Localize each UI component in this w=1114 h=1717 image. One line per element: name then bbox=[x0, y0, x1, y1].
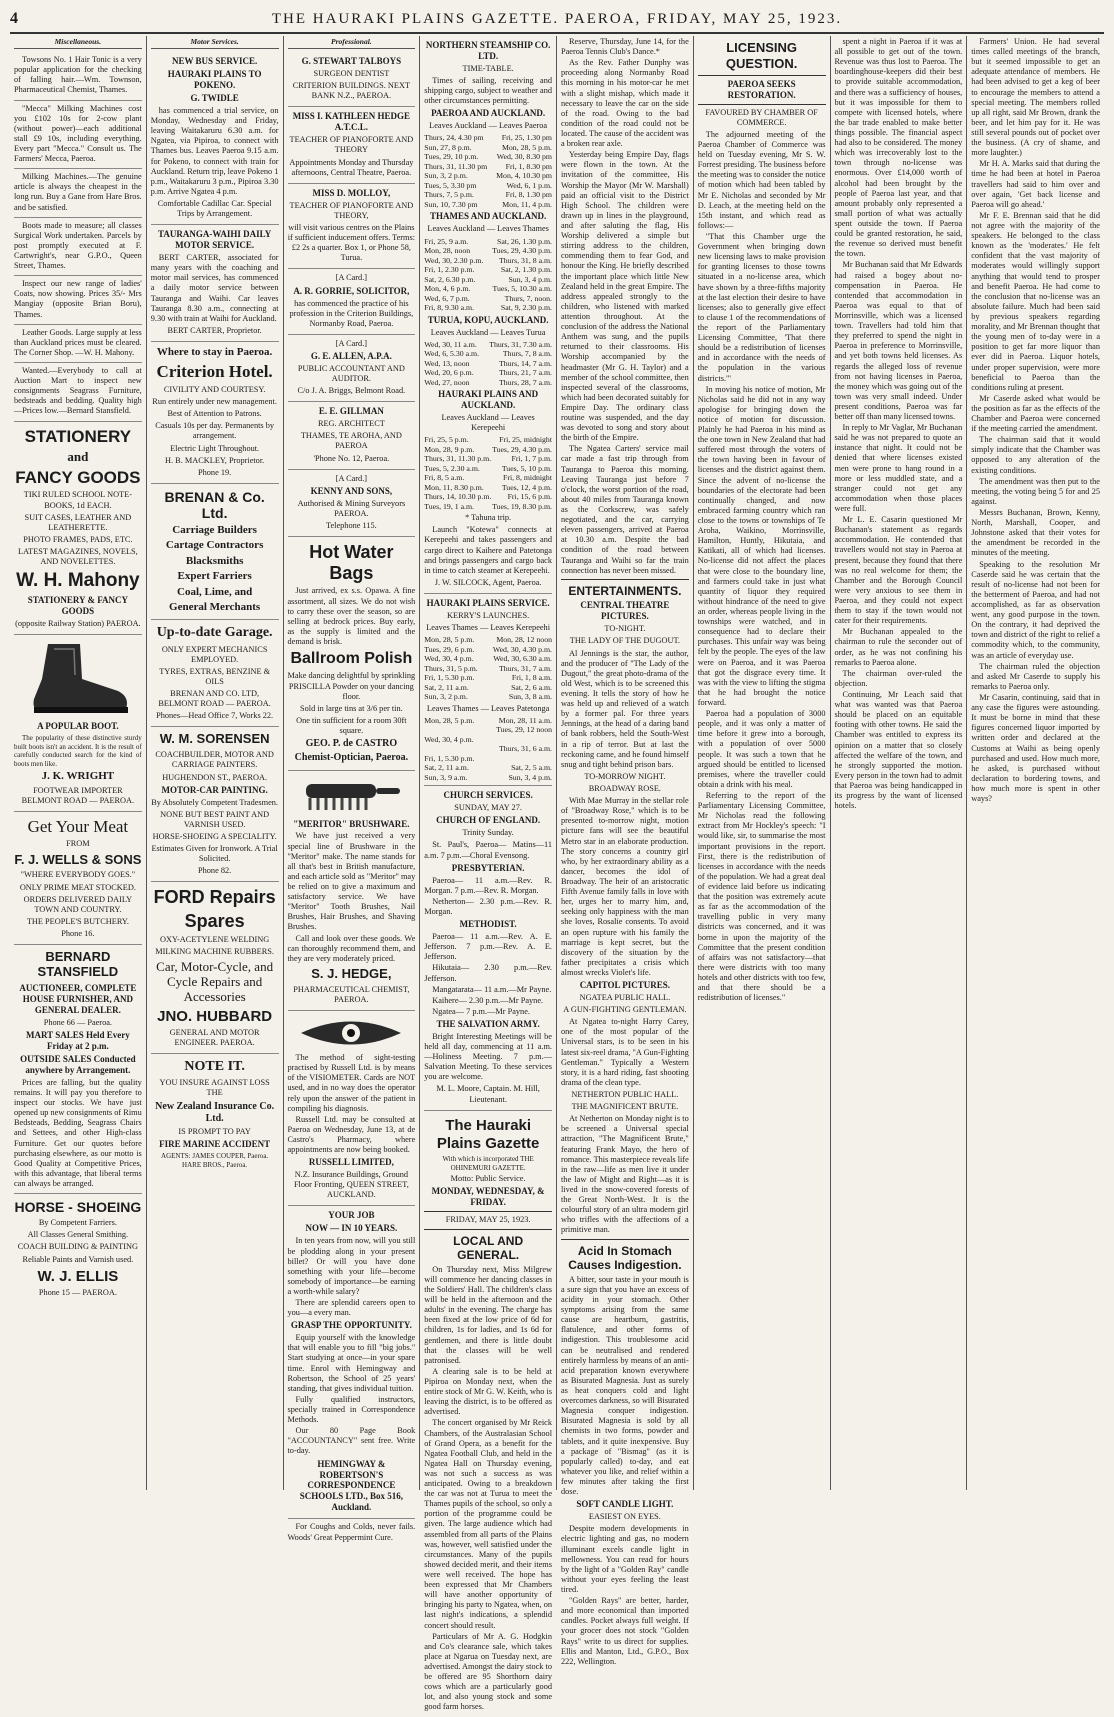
timetable-cell: Sat, 2, 6.30 p.m. bbox=[424, 274, 476, 284]
timetable-cell: Wed, 20, 6 p.m. bbox=[424, 368, 474, 378]
timetable-cell: Sun, 3, 4 p.m. bbox=[508, 274, 552, 284]
timetable-row bbox=[424, 181, 552, 191]
timetable-row bbox=[424, 284, 552, 294]
timetable-cell: Sun, 3, 4 p.m. bbox=[508, 772, 552, 782]
timetable-rows bbox=[424, 340, 552, 388]
timetable-row bbox=[424, 171, 552, 181]
timetable-cell: Mon, 28, 11 a.m. bbox=[498, 715, 552, 725]
timetable-row bbox=[424, 664, 552, 674]
timetable-row bbox=[424, 754, 552, 764]
horseshoeing-ad: HORSE - SHOEING By Competent Farriers. All Classes General Smithing. COACH BUILDING & PAINTING Reliable Paints and Varnish used. W. J. ELLIS Phone 15 — PAEROA. bbox=[14, 1199, 142, 1297]
eyesight-ad: The method of sight-testing practised by Russell Ltd. is by means of the VISIOMETER. Cards are NOT used, and in no way does the operator rely upon the answer of the patient in compiling his diagnosis. Russell Ltd. may be consulted at Paeroa on Wednesday, June 13, at de Castro's Pharmacy, where appointments are now being booked. RUSSELL LIMITED, N.Z. Insurance Buildings, Ground Floor Fronting, QUEEN STREET, AUCKLAND. bbox=[288, 1011, 416, 1206]
timetable-cell: Wed, 30, 4 p.m. bbox=[424, 654, 474, 664]
timetable-cell: Mon, 11, 4 p.m. bbox=[502, 199, 552, 209]
timetable-cell: Fri, 25, 5 p.m. bbox=[424, 435, 469, 445]
column-heading: Miscellaneous. bbox=[14, 36, 142, 49]
timetable-row bbox=[424, 190, 552, 200]
timetable-cell: Mon, 28, 5 p.m. bbox=[424, 715, 475, 725]
timetable-cell: Mon, 28, 5 p.m. bbox=[501, 142, 552, 152]
timetable-cell: Fri, 1, 7 p.m. bbox=[511, 454, 552, 464]
timetable-row bbox=[424, 162, 552, 172]
timetable-row bbox=[424, 454, 552, 464]
timetable-row bbox=[424, 773, 552, 783]
stationery-ad: STATIONERY and FANCY GOODS TIKI RULED SCHOOL NOTE-BOOKS, 1d EACH. SUIT CASES, LEATHER AND LEATHERETTE. PHOTO FRAMES, PADS, ETC. LATEST MAGAZINES, NOVELS, AND NOVELETTES. W. H. Mahony STATIONERY & FANCY GOODS (opposite Railway Station) PAEROA. bbox=[14, 422, 142, 636]
timetable-row bbox=[424, 445, 552, 455]
timetable-cell: Sun, 10, 7.30 pm bbox=[424, 199, 478, 209]
timetable-row bbox=[424, 256, 552, 266]
timetable-cell: Mon, 4, 6 p.m. bbox=[424, 284, 471, 294]
section-heading: Acid In Stomach Causes Indigestion. bbox=[568, 1243, 682, 1273]
timetable-row bbox=[424, 735, 552, 745]
timetable-cell: Sat, 2, 1.30 p.m. bbox=[500, 265, 552, 275]
classified-ad: Wanted.—Everybody to call at Auction Mart to inspect new consignments Seagrass Furniture, bedsteads and bedding. Quality high—Prices low.—Bernard Stansfield. bbox=[14, 365, 142, 416]
classified-ad: Leather Goods. Large supply at less than Auckland prices must be cleared. The Corner Shop. —W. H. Mahony. bbox=[14, 327, 142, 357]
timetable-cell: Fri, 8, 1.30 pm bbox=[505, 190, 552, 200]
brushware-ad: "MERITOR" BRUSHWARE. We have just received a very special line of Brushware in the "Meritor" make. The name stands for all that's best in British manufacture, and each article sold as "Meritor" may be relied on to give a maximum and satisfactory service. We have "Meritor" Tooth Brushes, Nail Brushes, Hair Brushes, and Shaving Brushes. Call and look over these goods. We can thoroughly recommend them, and they are very moderately priced. S. J. HEDGE, PHARMACEUTICAL CHEMIST, PAEROA. bbox=[288, 771, 416, 1012]
timetable-row bbox=[424, 763, 552, 773]
classified-ad: Boots made to measure; all classes Surgical Work undertaken. Parcels by post promptly executed at F. Cartwright's, near G.P.O., Queen Street, Thames. bbox=[14, 220, 142, 271]
timetable-cell: Sat, 9, 2.30 p.m. bbox=[500, 303, 552, 313]
insurance-ad: NOTE IT. YOU INSURE AGAINST LOSS THE New Zealand Insurance Co. Ltd. IS PROMPT TO PAY FIRE MARINE ACCIDENT AGENTS: JAMES COUPER, Paeroa. HARE BROS., Paeroa. bbox=[155, 1059, 275, 1169]
butcher-ad: Get Your Meat FROM F. J. WELLS & SONS "WHERE EVERYBODY GOES." ONLY PRIME MEAT STOCKED. ORDERS DELIVERED DAILY TOWN AND COUNTRY. THE PEOPLE'S BUTCHERY. Phone 16. bbox=[14, 812, 142, 945]
timetable-cell: Sun, 3, 2 p.m. bbox=[424, 171, 468, 181]
timetable-row bbox=[424, 744, 552, 754]
timetable-row bbox=[424, 635, 552, 645]
timetable-cell: Thurs, 24, 4.30 pm bbox=[424, 133, 484, 143]
timetable-row bbox=[424, 673, 552, 683]
ford-repairs-ad: FORD Repairs Spares OXY-ACETYLENE WELDING MILKING MACHINE RUBBERS. Car, Motor-Cycle, and Cycle Repairs and Accessories JNO. HUBBARD GENERAL AND MOTOR ENGINEER. PAEROA. bbox=[151, 882, 279, 1054]
timetable-row bbox=[424, 237, 552, 247]
timetable-cell: Thurs, 31, 7 a.m. bbox=[498, 663, 552, 673]
launch-timetable: HAURAKI PLAINS SERVICE. KERRY'S LAUNCHES. Leaves Thames — Leaves Kerepeehi Mon, 28, 5 p.m. Mon, 28, 12 noon Tues, 29, 6 p.m. Wed, 30, 4.30 p.m. Wed, 30, 4 p.m. Wed, 30, 6.30 a.m. Thurs, 31, 5 p.m. Thurs, 31, 7 a.m. Fri, 1, 5.30 p.m. Fri, 1, 8 a.m. Sat, 2, 11 a.m. Sat, 2, 6 a.m. Sun, 3, 2 p.m. Sun, 3, 8 a.m. Leaves Thames — Leaves Patetonga Mon, 28, 5 p.m. Mon, 28, 11 a.m. Tues, 29, 12 noon Wed, 30, 4 p.m. Thurs, 31, 6 a.m. Fri, 1, 5.30 p.m. Sat, 2, 11 a.m. Sat, 2, 5 a.m. Sun, 3, 9 a.m. Sun, 3, 4 p.m. bbox=[424, 594, 552, 786]
timetable-cell: Thurs, 7, 8 a.m. bbox=[502, 349, 552, 359]
timetable-cell: Thurs, 31, 7.30 a.m. bbox=[489, 339, 552, 349]
timetable-row bbox=[424, 265, 552, 275]
eye-illustration bbox=[296, 1016, 406, 1050]
timetable-row bbox=[424, 200, 552, 210]
timetable-cell: Fri, 8, 9.30 a.m. bbox=[424, 303, 475, 313]
steamship-timetable: NORTHERN STEAMSHIP CO. LTD. TIME-TABLE. Times of sailing, receiving and shipping cargo, subject to weather and other circumstances permitting. PAEROA AND AUCKLAND. Leaves Auckland — Leaves Paeroa Thurs, 24, 4.30 pm Fri, 25, 1.30 pm Sun, 27, 8 p.m. Mon, 28, 5 p.m. Tues, 29, 10 p.m. Wed, 30, 8.30 pm Thurs, 31, 11.30 pm Fri, 1, 8.30 pm Sun, 3, 2 p.m. Mon, 4, 10.30 pm Tues, 5, 3.30 pm Wed, 6, 1 p.m. Thurs, 7, 5 p.m. Fri, 8, 1.30 pm Sun, 10, 7.30 pm Mon, 11, 4 p.m. THAMES AND AUCKLAND. Leaves Auckland — Leaves Thames Fri, 25, 9 a.m. Sat, 26, 1.30 p.m. Mon, 28, noon Tues, 29, 4.30 p.m. Wed, 30, 2.30 p.m. Thurs, 31, 8 a.m. Fri, 1, 2.30 p.m. Sat, 2, 1.30 p.m. Sat, 2, 6.30 p.m. Sun, 3, 4 p.m. Mon, 4, 6 p.m. Tues, 5, 10.30 a.m. Wed, 6, 7 p.m. Thurs, 7, noon. Fri, 8, 9.30 a.m. Sat, 9, 2.30 p.m. TURUA, KOPU, AUCKLAND. Leaves Auckland — Leaves Turua Wed, 30, 11 a.m. Thurs, 31, 7.30 a.m. Wed, 6, 5.30 a.m. Thurs, 7, 8 a.m. Wed, 13, noon Thurs, 14, 7 a.m. Wed, 20, 6 p.m. Thurs, 21, 7 a.m. Wed, 27, noon Thurs, 28, 7 a.m. HAURAKI PLAINS AND AUCKLAND. Leaves Auckland — Leaves Kerepeehi Fri, 25, 5 p.m. Fri, 25, midnight Mon, 28, 9 p.m. Tues, 29, 4.30 p.m. Thurs, 31, 11.30 p.m. Fri, 1, 7 p.m. Tues, 5, 2.30 a.m. Tues, 5, 10 p.m. Fri, 8, 5 a.m. Fri, 8, midnight Mon, 11, 8.30 p.m. Tues, 12, 4 p.m. Thurs, 14, 10.30 p.m. Fri, 15, 6 p.m. Tues, 19, 1 a.m. Tues, 19, 8.30 p.m. * Tahuna trip. Launch "Kotewa" connects at Kerepeehi and takes passengers and cargo direct to Kaihere and Patetonga and brings passengers and cargo back in time to catch steamer at Kerepeehi. J. W. SILCOCK, Agent, Paeroa. bbox=[424, 36, 552, 594]
timetable-cell: Wed, 6, 5.30 a.m. bbox=[424, 349, 480, 359]
timetable-cell: Wed, 6, 1 p.m. bbox=[506, 180, 552, 190]
timetable-cell: Fri, 1, 8.30 pm bbox=[505, 161, 552, 171]
section-heading: LOCAL AND GENERAL. bbox=[453, 1233, 524, 1263]
timetable-cell: Wed, 30, 6.30 a.m. bbox=[493, 654, 552, 664]
timetable-cell: Thurs, 31, 8 a.m. bbox=[498, 255, 552, 265]
timetable-row bbox=[424, 725, 552, 735]
timetable-row bbox=[424, 683, 552, 693]
advertiser-name: W. H. Mahony bbox=[16, 570, 140, 592]
timetable-row bbox=[424, 716, 552, 726]
timetable-cell: Sat, 2, 11 a.m. bbox=[424, 763, 469, 773]
timetable-cell: Thurs, 28, 7 a.m. bbox=[498, 377, 552, 387]
timetable-cell: Thurs, 31, 11.30 pm bbox=[424, 161, 488, 171]
auctioneer-ad: BERNARD STANSFIELD AUCTIONEER, COMPLETE HOUSE FURNISHER, AND GENERAL DEALER. Phone 66 — Paeroa. MART SALES Held Every Friday at 2 p.m. OUTSIDE SALES Conducted anywhere by Arrangement. Prices are falling, but the quality remains. It will pay you therefore to inspect our stocks. We have just opened up new consignments of Rimu Bedsteads, Bedding, Seagrass Chairs and Settees, and other High-class Furniture. Get our quotes before purchasing elsewhere, as our motto is Good Quality at Competitive Prices, with this advantage, that liberal terms can always be arranged. bbox=[14, 945, 142, 1194]
timetable-cell: Sun, 27, 8 p.m. bbox=[424, 142, 472, 152]
timetable-row bbox=[424, 483, 552, 493]
timetable-cell: Thurs, 7, noon. bbox=[504, 293, 552, 303]
timetable-cell: Mon, 28, 9 p.m. bbox=[424, 444, 475, 454]
column-1-miscellaneous bbox=[10, 36, 147, 1490]
column-2-motor-services bbox=[147, 36, 284, 1490]
timetable-cell: Sun, 3, 2 p.m. bbox=[424, 692, 468, 702]
tauranga-waihi-ad: TAURANGA-WAIHI DAILY MOTOR SERVICE. BERT CARTER, associated for many years with the coaching and motor mail services, has commenced a daily motor service between Tauranga and Waihi. Car leaves Tauranga 8.30 a.m., connecting at 9.30 with train at Waihi for Auckland. BERT CARTER, Proprietor. bbox=[151, 225, 279, 342]
timetable-cell: Tues, 12, 4 p.m. bbox=[501, 482, 552, 492]
timetable-row bbox=[424, 340, 552, 350]
timetable-cell: Thurs, 14, 7 a.m. bbox=[498, 358, 552, 368]
timetable-rows bbox=[424, 435, 552, 511]
classified-ad: Towsons No. 1 Hair Tonic is a very popular application for the checking of falling hair.—Wm. Townson, Pharmaceutical Chemist, Thames. bbox=[14, 55, 142, 95]
timetable-row bbox=[424, 654, 552, 664]
timetable-cell: Mon, 11, 8.30 p.m. bbox=[424, 482, 484, 492]
column-5-news: Reserve, Thursday, June 14, for the Paeroa Tennis Club's Dance.* As the Rev. Father Dunphy was proceeding along Normanby Road this morning in his motor-car he met with a slight mishap, which made it necessary to leave the car on the side of the road. Owing to the bad condition of the road could not be located. The cause of the accident was a broken rear axle. Yesterday being Empire Day, flags were flown in the town. At the invitation of the committee, His Worship the Mayor (Mr W. Marshall) paid an official visit to the District High School. The children were drawn up in lines in the playground, and after saluting the flag, His Worship delivered a simple but stirring address to the children, commending them to fear God, and honour the King. He briefly described the important place which little New Zealand held in the great Empire. The address appealed strongly to the children, who listened with marked attention throughout. At the conclusion of the address the National Anthem was sung, and the pupils returned to their classrooms. His Worship accompanied by the headmaster (Mr G. H. Taylor) and a member of the school committee, then inspected several of the classrooms, which had been decorated suitably for Empire Day. The ordinary class routine was suspended, and the day was devoted to song and story about the birth of the Empire. The Ngatea Carters' service mail car made a fast trip through from Tauranga to Paeroa this morning. Leaving Tauranga just before 7 o'clock, the worst portion of the road, about 40 miles from Tauranga known as the Corkscrew, was safely negotiated, and the car, carrying eleven passengers, arrived at Paeroa at 10.30 a.m. Despite the bad condition of the road between Tauranga and Waihi so far the train connection has never been missed. ENTERTAINMENTS. CENTRAL THEATRE PICTURES. TO-NIGHT. THE LADY OF THE DUGOUT. Al Jennings is the star, the author, and the producer of "The Lady of the Dugout," the great photo-drama of the old West, which is to be screened this evening. It tells the story of how he was held up and relieved of a watch by a former pal. For three years Jennings, at the head of a daring band of bank robbers, held the South-West in a rip of terror. But at last the reckoning came, and he found himself snug and tight behind prison bars. TO-MORROW NIGHT. BROADWAY ROSE. With Mae Murray in the stellar role of "Broadway Rose," which is to be presented to-morrow night, motion picture fans will see the beautiful Metro star in an elaborate production. The story concerns a country girl who, by her extraordinary ability as a dancer, becomes the idol of Broadway. The heir of an aristocratic Fifth Avenue family falls in love with her, urges her to marry him, and, seeking only happiness with the man she loves, Rosalie consents. To avoid an open rupture with his family the marriage is kept secret, but the discovery of the situation by the father precipitates a crisis which almost wrecks Violet's life. CAPITOL PICTURES. NGATEA PUBLIC HALL. A GUN-FIGHTING GENTLEMAN. At Ngatea to-night Harry Carey, one of the most popular of the Universal stars, is to be seen in his latest six-reel drama, "A Gun-Fighting Gentleman." Typically a Western story, it is a hard riding, fast shooting drama of the clean type. NETHERTON PUBLIC HALL. THE MAGNIFICENT BRUTE. At Netherton on Monday night is to be screened a Universal special attraction, "The Magnificent Brute," featuring Frank Mayo, the hero of romance. This masterpiece reveals life in the raw—life as men live it under the law of Might and Right—as it is lived in the snow-covered forests of the Great North-West. It is the colourful story of an ultra modern girl who trifles with the affections of a primitive man. Acid In Stomach Causes Indigestion. A bitter, sour taste in your mouth is a sure sign that you have an excess of acidity in your stomach. Other symptoms arising from the same cause are heartburn, gastritis, flatulence, and other forms of indigestion. This troublesome acid can be neutralised and rendered entirely harmless by means of an anti-acid preparation known everywhere as Bisurated Magnesia. Just as surely as heat conquers cold and light overcomes darkness, so will Bisurated Magnesia conquer indigestion. Bisurated Magnesia is sold by all chemists in two forms, powder and tablets, and it quite inexpensive. Buy a package of "Bismag" (as it is popularly called) to-day, and eat whatever you like, and relief within a few minutes after taking the first dose. SOFT CANDLE LIGHT. EASIEST ON EYES. Despite modern developments in electric lighting and gas, no modern illuminant excels candle light in mellowness. You can read for hours by the light of a "Golden Ray" candle without your eyes feeling the least tired. "Golden Rays" are better, harder, and more economical than imported candles. Pocket always full weight. If your grocer does not stock "Golden Rays" write to us direct for supplies. Ellis and Manton, Ltd., G.P.O., Box 222, Wellington. bbox=[557, 36, 694, 1490]
timetable-cell: Thurs, 31, 11.30 p.m. bbox=[424, 454, 492, 464]
classified-ad: Milking Machines.—The genuine article is always the cheapest in the long run. Buy a Gane from Hare Bros. and be satisfied. bbox=[14, 172, 142, 212]
timetable-cell: Fri, 8, 5 a.m. bbox=[424, 473, 465, 483]
timetable-cell: Mon, 28, noon bbox=[424, 246, 471, 256]
timetable-row bbox=[424, 368, 552, 378]
timetable-row bbox=[424, 502, 552, 512]
timetable-row bbox=[424, 645, 552, 655]
timetable-cell: Wed, 30, 4 p.m. bbox=[424, 734, 474, 744]
column-3-professional: Professional. G. STEWART TALBOYS SURGEON DENTIST CRITERION BUILDINGS. NEXT BANK N.Z., PAEROA. MISS I. KATHLEEN HEDGE A.T.C.L. TEACHER OF PIANOFORTE AND THEORY Appointments Monday and Thursday afternoons, Central Theatre, Paeroa. MISS D. MOLLOY, TEACHER OF PIANOFORTE AND THEORY, will visit various centres on the Plains if sufficient inducement offers. Terms: £2 2s a quarter. Box 1, or Phone 58, Turua. [A Card.] A. R. GORRIE, SOLICITOR, has commenced the practice of his profession in the Criterion Buildings, Normanby Road, Paeroa. [A Card.] G. E. ALLEN, A.P.A. PUBLIC ACCOUNTANT AND AUDITOR. C/o J. A. Briggs, Belmont Road. E. E. GILLMAN REG. ARCHITECT THAMES, TE AROHA, AND PAEROA 'Phone No. 12, Paeroa. [A Card.] KENNY AND SONS, Authorised & Mining Surveyors PAEROA. Telephone 115. Hot Water Bags Just arrived, ex s.s. Opawa. A fine assortment, all sizes. We do not wish to carry these over the season, so are selling at bedrock prices. Buy early, as the supply is limited and the demand is brisk. Ballroom Polish Make dancing delightful by sprinkling PRISCILLA Powder on your dancing floor. Sold in large tins at 3/6 per tin. One tin sufficient for a room 30ft square. GEO. P. de CASTRO Chemist-Optician, Paeroa. "MERITOR" BRUSHWARE. We have just received a very special line of Brushware in the "Meritor" make. The name stands for all that's best in British manufacture, and each article sold as "Meritor" may be relied on to give a maximum and satisfactory service. We have "Meritor" Tooth Brushes, Nail Brushes, Hair Brushes, and Shaving Brushes. Call and look over these goods. We can thoroughly recommend them, and they are very moderately priced. S. J. HEDGE, PHARMACEUTICAL CHEMIST, PAEROA. The method of sight-testing practised by Russell Ltd. is by means of the VISIOMETER. Cards are NOT used, and in no way does the operator rely upon the answer of the patient in compiling his diagnosis. Russell Ltd. may be consulted at Paeroa on Wednesday, June 13, at de Castro's Pharmacy, where appointments are now being booked. RUSSELL LIMITED, N.Z. Insurance Buildings, Ground Floor Fronting, QUEEN STREET, AUCKLAND. YOUR JOB NOW — IN 10 YEARS. In ten years from now, will you still be plodding along in your present billet? Or will you have done something with your life—become somebody of importance—be earning a worth-while salary? There are splendid careers open to you—a every man. GRASP THE OPPORTUNITY. Equip yourself with the knowledge that will enable you to fill "big jobs." Start studying at once—in your spare time. Enrol with Hemingway and Robertson, the School of 25 years' standing, that gives individual tuition. Fully qualified instructors, specially trained in Correspondence Methods. Our 80 Page Book "ACCOUNTANCY" sent free. Write to-day. HEMINGWAY & ROBERTSON'S CORRESPONDENCE SCHOOLS LTD., Box 516, Auckland. For Coughs and Colds, never fails. Woods' Great Peppermint Cure. bbox=[284, 36, 421, 1490]
timetable-cell: Fri, 25, midnight bbox=[499, 435, 552, 445]
brenan-ad: BRENAN & Co. Ltd. Carriage Builders Cartage Contractors Blacksmiths Expert Farriers Coal, Lime, and General Merchants bbox=[151, 484, 279, 621]
section-heading: ENTERTAINMENTS. bbox=[568, 583, 682, 598]
correspondence-school-ad: YOUR JOB NOW — IN 10 YEARS. In ten years from now, will you still be plodding along in your present billet? Or will you have done something with your life—become somebody of importance—be earning a worth-while salary? There are splendid careers open to you—a every man. GRASP THE OPPORTUNITY. Equip yourself with the knowledge that will enable you to fill "big jobs." Start studying at once—in your spare time. Enrol with Hemingway and Robertson, the School of 25 years' standing, that gives individual tuition. Fully qualified instructors, specially trained in Correspondence Methods. Our 80 Page Book "ACCOUNTANCY" sent free. Write to-day. HEMINGWAY & ROBERTSON'S CORRESPONDENCE SCHOOLS LTD., Box 516, Auckland. bbox=[288, 1206, 416, 1519]
timetable-cell: Fri, 15, 6 p.m. bbox=[507, 492, 552, 502]
newspaper-title: THE HAURAKI PLAINS GAZETTE. PAEROA, FRIDAY, MAY 25, 1923. bbox=[271, 11, 843, 27]
timetable-cell: Fri, 1, 8 a.m. bbox=[511, 673, 552, 683]
timetable-cell: Sat, 26, 1.30 p.m. bbox=[496, 236, 552, 246]
timetable-cell: Sun, 3, 9 a.m. bbox=[424, 772, 468, 782]
bus-service-ad: NEW BUS SERVICE. HAURAKI PLAINS TO POKENO. G. TWIDLE has commenced a trial service, on Monday, Wednesday and Friday, leaving Waitakaruru 6.30 a.m. for Ngatea, via Pipiroa, to connect with Thames bus. Leaves Paeroa 9.15 a.m. for Pokeno, to connect with train for Auckland. Return trip, leave Pokeno 1 p.m., Waitakaruru 3 p.m., Pipiroa 3.30 p.m. Arrive Ngatea 4 p.m. Comfortable Cadillac Car. Special Trips by Arrangement. bbox=[151, 52, 279, 225]
timetable-row bbox=[424, 435, 552, 445]
timetable-cell: Wed, 30, 11 a.m. bbox=[424, 339, 477, 349]
timetable-cell: Tues, 5, 10 p.m. bbox=[501, 463, 552, 473]
timetable-rows bbox=[424, 635, 552, 702]
timetable-row bbox=[424, 492, 552, 502]
timetable-cell: Fri, 1, 5.30 p.m. bbox=[424, 673, 475, 683]
column-6-licensing: LICENSING QUESTION. PAEROA SEEKS RESTORATION. FAVOURED BY CHAMBER OF COMMERCE. The adjourned meeting of the Paeroa Chamber of Commerce was held on Tuesday evening, Mr S. W. Forrest presiding. The business before the meeting was to consider the notice of motion which had been tabled by Mr E. Nicholas and seconded by Mr D. Leach, at the meeting held on the 15th instant, and which read as follows:— "That this Chamber urge the Government when bringing down new licensing laws to make provision for granting licenses to those towns situated in a no-license area, which have shown by a three-fifths majority at the last election their desire to have licenses; also to generally give effect to clause 1 of the recommendations of the report of the Parliamentary Licensing Committee, 'That there should be a redistribution of licenses and in accordance with the needs of the population in the various districts.'" In moving his notice of motion, Mr Nicholas said he did not in any way apologise for bringing down the notice of motion for discussion. Plainly he had Paeroa in his mind as the one town in New Zealand that had suffered most through the voters of the town having been in favour of licenses and the district against them. Since the advent of no-license the boundaries of the electorate had been continually changed, and now embraced farming country which ran close to the towns or townships of Te Aroha, Waikino, Morrinsville, Hamilton, Huntly, Hikutaia, and Katikati, all of which had licenses. No-license did not affect the places that were close to the boundary line, and farmers could take in just what quantity of liquor they required without hindrance of the need to give an order, whereas people living in the townships were watched, and in consequence had to declare their purchases. This unfair way was being felt by the people. The eyes of the law were on Paeroa, and it was Paeroa that got the disgrace every time. It was with the view to lifting the stigma that he had brought the notice forward. Paeroa had a population of 3000 people, and it was only a matter of time before it grew into a borough, with a population of over 5000 people. It was such a town that he argued should be entitled to licensed premises, where the traveller could obtain a drink with his meal. Referring to the report of the Parliamentary Licensing Committee, Mr Nicholas read the following extract from Mr Hockley's speech: "I would like, sir, to summarise the most important provisions in the report. First, there is the redistribution of licenses in accordance with the needs of the population. We had a great deal of evidence laid before us indicating that the position was extremely acute as far as the accommodation of the travelling public in very many districts was concerned, and it was borne in upon the majority of the Committee that the present condition of affairs was not satisfactory—that there were districts with too many hotels and other districts with too few, and that there should be a redistribution of licenses." bbox=[694, 36, 831, 1490]
timetable-cell: Wed, 6, 7 p.m. bbox=[424, 293, 470, 303]
column-8-licensing-cont: Farmers' Union. He had several times called meetings of the branch, but it seemed impossible to get an adequate attendance of members. He had been advised to get a keg of beer to encourage the members to attend a special meeting. The members rolled up all right, said Mr Brown, drank the beer, and let him pay for it. He was still several pounds out of pocket over the business. (A cry of shame, and more laughter.) Mr H. A. Marks said that during the time he had been at hotel in Paeroa travellers had said to him over and over again, 'Get back license and Paeroa will go ahead.' Mr F. E. Brennan said that he did not agree with the majority of the speakers. He belonged to the class known as the 'moderates.' He felt confident that the vast majority of moderates would willingly support anything that would tend to prosper and benefit Paeroa. He had come to the conclusion that no-license was an absolute failure. Much had been said by previous speakers regarding morality, and Mr Brennan thought that the young men of to-day were in a position to get far more liquor than ever did in Paeroa. Liquor hotels, under proper supervision, were more beneficial to Paeroa than the conditions ruling at present. Mr Caserde asked what would be the position as far as the effects of the Chamber and Paeroa were concerned if the meeting carried the amendment. The chairman said that it would simply indicate that the Chamber was opposed to any alteration of the existing conditions. The amendment was then put to the meeting, the voting being 5 for and 25 against. Messrs Buchanan, Brown, Kenny, North, Marshall, Cooper, and Johnstone asked that their votes for the amendment be recorded in the minutes of the meeting. Speaking to the resolution Mr Caserde said he was certain that the result of no-license had not been for the betterment of Paeroa, and had not accomplished, as far as observation went, any good purpose in the town. On the contrary, it had deprived the town and district of the right to relief a commodity which, to the community, was an article of everyday use. The chairman ruled the objection and asked Mr Caserde to supply his remarks to Paeroa only. Mr Casarin, continuing, said that in any case the figures were astounding. It must be borne in mind that these figures concerned liquor imported by written order and declared at the Customs at Waihi as being openly purchased and used. How much more, he asked, is purchased without declaration to bordering towns, and how much more is spent in other ways? bbox=[971, 37, 1100, 804]
timetable-row bbox=[424, 464, 552, 474]
timetable-row bbox=[424, 152, 552, 162]
column-heading: Motor Services. bbox=[151, 36, 279, 49]
column-heading: Professional. bbox=[288, 36, 416, 49]
timetable-row bbox=[424, 378, 552, 388]
boot-illustration bbox=[18, 639, 138, 719]
criterion-hotel-ad: Where to stay in Paeroa. Criterion Hotel. CIVILITY AND COURTESY. Run entirely under new management. Best of Attention to Patrons. Casuals 10s per day. Permanents by arrangement. Electric Light Throughout. H. B. MACKLEY, Proprietor. Phone 19. bbox=[151, 342, 279, 484]
timetable-cell: Wed, 13, noon bbox=[424, 358, 470, 368]
timetable-cell: Tues, 5, 2.30 a.m. bbox=[424, 463, 480, 473]
timetable-cell: Fri, 1, 2.30 p.m. bbox=[424, 265, 475, 275]
timetable-cell: Tues, 29, 4.30 p.m. bbox=[492, 444, 552, 454]
boot-ad: A POPULAR BOOT. The popularity of these distinctive sturdy built boots isn't an accident. It is the result of carefully conducted search for the kind of boots men like. J. K. WRIGHT FOOTWEAR IMPORTER BELMONT ROAD — PAEROA. bbox=[14, 635, 142, 812]
classified-ad: "Mecca" Milking Machines cost you £102 10s for 2-cow plant (without power)—each additional stall £9 10s, including everything. Every part "Mecca." Consult us. The Farmers' Mecca, Paeroa. bbox=[14, 103, 142, 164]
timetable-cell: Thurs, 31, 6 a.m. bbox=[498, 744, 552, 754]
timetable-cell: Mon, 28, 12 noon bbox=[496, 635, 552, 645]
timetable-cell: Wed, 30, 4.30 p.m. bbox=[492, 644, 552, 654]
page-number: 4 bbox=[10, 10, 18, 27]
timetable-cell: Thurs, 14, 10.30 p.m. bbox=[424, 492, 492, 502]
timetable-cell: Tues, 29, 10 p.m. bbox=[424, 152, 479, 162]
chemist-ad: Hot Water Bags Just arrived, ex s.s. Opawa. A fine assortment, all sizes. We do not wish to carry these over the season, so are selling at bedrock prices. Buy early, as the supply is limited and the demand is brisk. Ballroom Polish Make dancing delightful by sprinkling PRISCILLA Powder on your dancing floor. Sold in large tins at 3/6 per tin. One tin sufficient for a room 30ft square. GEO. P. de CASTRO Chemist-Optician, Paeroa. bbox=[288, 537, 416, 770]
timetable-cell: Tues, 29, 12 noon bbox=[496, 725, 552, 735]
timetable-cell: Fri, 25, 9 a.m. bbox=[424, 236, 469, 246]
column-4-timetables bbox=[420, 36, 557, 1712]
sorensen-ad: W. M. SORENSEN COACHBUILDER, MOTOR AND CARRIAGE PAINTERS. HUGHENDON ST., PAEROA. MOTOR-CAR PAINTING. By Absolutely Competent Tradesmen. NONE BUT BEST PAINT AND VARNISH USED. HORSE-SHOEING A SPECIALITY. Estimates Given for Ironwork. A Trial Solicited. Phone 82. bbox=[151, 727, 279, 882]
gazette-nameplate: The Hauraki Plains Gazette With which is incorporated THE OHINEMURI GAZETTE. Motto: Public Service. MONDAY, WEDNESDAY, & FRIDAY. FRIDAY, MAY 25, 1923. LOCAL AND GENERAL. On Thursday next, Miss Milgrew will commence her dancing classes in the Soldiers' Hall. The children's class will be held in the afternoon and the adults' in the evening. The charge has been fixed at the low price of 6d for children, 1s for ladies, and 1s 6d for gentlemen, and there is little doubt that the classes will be well patronised. A clearing sale is to be held at Pipiroa on Monday next, when the entire stock of Mr G. W. Keith, who is leaving the district, is to be offered as advertised. The concert organised by Mr Reick Chambers, of the Australasian School of Grand Opera, as a benefit for the Ngatea Football Club, and held in the Ngatea Hall on Thursday evening, was not such a success as was anticipated. Owing to a breakdown the car was not at Turua to meet the Thames pupils of the school, so only a portion of the programme could be given. The large audience which had assembled from all parts of the Plains was, however, well satisfied under the circumstances. Many of the pupils showed decided merit, and their items were well received. The hope has been expressed that Mr Chambers will have another opportunity of bringing his party to Ngatea, when, on last night's indications, a splendid concert should result. Particulars of Mr A. G. Hodgkin and Co's clearance sale, which takes place at Ngarua on Tuesday next, are advertised. Amongst the dairy stock to be offered are 95 Shorthorn dairy cows which are a particularly good lot, and also young stock and some good farm horses. bbox=[424, 1116, 552, 1712]
timetable-cell: Thurs, 31, 5 p.m. bbox=[424, 663, 478, 673]
garage-ad: Up-to-date Garage. ONLY EXPERT MECHANICS EMPLOYED. TYRES, EXTRAS, BENZINE & OILS BRENAN AND CO. LTD, BELMONT ROAD — PAEROA. Phones—Head Office 7, Works 22. bbox=[151, 620, 279, 727]
timetable-row bbox=[424, 359, 552, 369]
timetable-cell: Thurs, 21, 7 a.m. bbox=[498, 368, 552, 378]
timetable-cell: Mon, 28, 5 p.m. bbox=[424, 635, 475, 645]
timetable-cell: Fri, 25, 1.30 pm bbox=[501, 133, 552, 143]
timetable-row bbox=[424, 473, 552, 483]
timetable-row bbox=[424, 275, 552, 285]
brush-illustration bbox=[296, 776, 406, 816]
church-services: CHURCH SERVICES. SUNDAY, MAY 27. CHURCH OF ENGLAND. Trinity Sunday. St. Paul's, Paeroa— Matins—11 a.m. 7 p.m.—Choral Evensong. PRESBYTERIAN. Paeroa— 11 a.m.—Rev. R. Morgan. 7 p.m.—Rev. R. Morgan. Netherton— 2.30 p.m.—Rev. R. Morgan. METHODIST. Paeroa— 11 a.m.—Rev. A. E. Jefferson. 7 p.m.—Rev. A. E. Jefferson. Hikutaia— 2.30 p.m.—Rev. Jefferson. Mangatarata— 11 a.m.—Mr Payne. Kaihere— 2.30 p.m.—Mr Payne. Ngatea— 7 p.m.—Mr Payne. THE SALVATION ARMY. Bright Interesting Meetings will be held all day, commencing at 11 a.m.—Holiness Meeting. 7 p.m.—Salvation Meeting. To these services you are welcome. M. L. Moore, Captain. M. Hill, Lieutenant. bbox=[424, 786, 552, 1110]
column-7-licensing-cont: spent a night in Paeroa if it was at all possible to get out of the town. Revenue was thus lost to Paeroa. The boardinghouse-keepers did their best to provide suitable accommodation, and there was a sufficiency of houses, but it was impossible for them to compete with licensed hotels, where the bar trade enabled to make better things possible. The financial aspect had also to be considered. The money which was irrecoverably lost to the town through no-license was enormous. Over £14,000 worth of alcohol had been brought by the people of Paeroa last year, and that amount probably only represented a small portion of what was actually spent outside the town. If Paeroa could be granted restoration, he said, the revenue so derived must benefit the town. Mr Buchanan said that Mr Edwards had raised a bogey about no-compensation in Paeroa. He contended that accommodation in Paeroa was equal to that of Morrinsville, which was a licensed town. Travellers had told him that they preferred to spend the night in Paeroa in preference to Morrinsville, and yet both towns held licenses. As regards the alleged loss of revenue from not having licenses in Paeroa, the money which was going out of the town was very small indeed. Under present conditions, Paeroa was far better off than many licensed towns. In reply to Mr Vaglar, Mr Buchanan said he was not prepared to quote an instance that night. It could not be denied that where licenses existed men were prone to hang round in a more or less muddled state, and a stranger could not get any accommodation when those places were full. Mr L. E. Casarin questioned Mr Buchanan's statement as regards accommodation. He contended that travellers would not stay in Paeroa at present, because they found that there was no real welcome for them; the Chamber and the Borough Council were very anxious to see them in Paeroa, and they could not expect them to stay if the town would not cater for their requirements. Mr Buchanan appealed to the chairman to rule the seconder out of order, as he was not confining his remarks to Paeroa alone. The chairman over-ruled the objection. Continuing, Mr Leach said that what was wanted was that Paeroa should be placed on an equitable footing with other towns. He said the Chamber was entitled to express its opinion on a matter that so closely affected the welfare of the town, and he strongly supported the motion. Every person in the town had to admit that Paeroa was being handicapped in its progress by the want of licensed hotels. bbox=[831, 36, 968, 1490]
timetable-rows bbox=[424, 716, 552, 783]
timetable-cell: Mon, 4, 10.30 pm bbox=[496, 171, 552, 181]
article-headline: LICENSING QUESTION. bbox=[725, 40, 798, 71]
timetable-cell: Sat, 2, 5 a.m. bbox=[511, 763, 552, 773]
timetable-cell: Tues, 29, 4.30 p.m. bbox=[492, 246, 552, 256]
timetable-cell: Thurs, 7, 5 p.m. bbox=[424, 190, 474, 200]
timetable-row bbox=[424, 133, 552, 143]
timetable-cell: Sat, 2, 11 a.m. bbox=[424, 682, 469, 692]
timetable-row bbox=[424, 349, 552, 359]
timetable-cell: Sun, 3, 8 a.m. bbox=[508, 692, 552, 702]
timetable-cell: Tues, 5, 3.30 pm bbox=[424, 180, 477, 190]
timetable-cell: Wed, 27, noon bbox=[424, 377, 470, 387]
timetable-cell: Tues, 29, 6 p.m. bbox=[424, 644, 475, 654]
timetable-row bbox=[424, 246, 552, 256]
timetable-cell: Tues, 19, 1 a.m. bbox=[424, 501, 474, 511]
timetable-rows bbox=[424, 237, 552, 313]
timetable-cell: Wed, 30, 2.30 p.m. bbox=[424, 255, 484, 265]
timetable-cell: Sat, 2, 6 a.m. bbox=[511, 682, 552, 692]
timetable-cell: Fri, 1, 5.30 p.m. bbox=[424, 753, 475, 763]
timetable-cell: Tues, 5, 10.30 a.m. bbox=[492, 284, 552, 294]
timetable-cell: Tues, 19, 8.30 p.m. bbox=[492, 501, 552, 511]
timetable-cell: Fri, 8, midnight bbox=[503, 473, 552, 483]
timetable-row bbox=[424, 294, 552, 304]
classified-ad: Inspect our new range of ladies' Coats, now showing. Prices 35/- Mrs Mangiay (opposite Brian Boru), Thames. bbox=[14, 279, 142, 319]
masthead bbox=[10, 6, 1104, 34]
timetable-rows bbox=[424, 133, 552, 209]
timetable-row bbox=[424, 143, 552, 153]
timetable-row bbox=[424, 303, 552, 313]
timetable-cell: Wed, 30, 8.30 pm bbox=[496, 152, 552, 162]
timetable-row bbox=[424, 692, 552, 702]
